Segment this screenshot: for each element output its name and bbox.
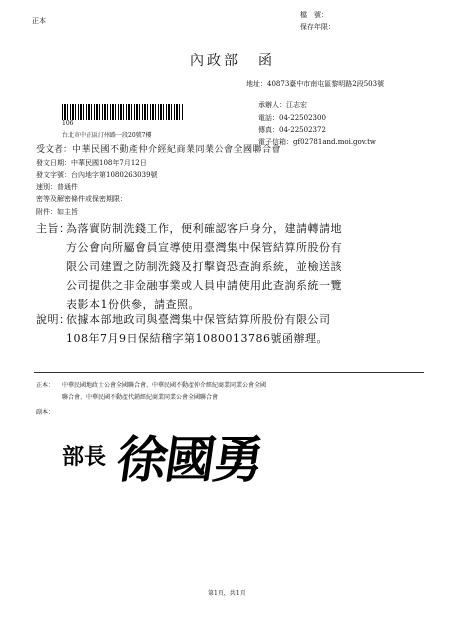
explanation-line: 108年7月9日保結稽字第1080013786號函辦理。 — [66, 332, 328, 345]
barcode-number: 106 — [62, 120, 74, 127]
explanation-label: 說明： — [36, 313, 71, 326]
meta-date: 發文日期：中華民國108年7月12日 — [36, 159, 147, 167]
signature-name: 徐國勇 — [113, 430, 266, 489]
subject-label: 主旨： — [36, 222, 71, 235]
subject-body — [66, 219, 342, 314]
signature-title: 部長 — [62, 444, 107, 470]
recipient-label: 受文者： — [36, 145, 73, 155]
original-recipients: 中華民國地政士公會全國聯合會、中華民國不動產仲介經紀商業同業公會全國 聯合會、中華民國不動產代銷經紀商業同業公會全國聯合會 — [62, 382, 267, 401]
preserve-label: 正本 — [32, 17, 46, 25]
page-number: 第1頁，共1頁 — [208, 590, 246, 597]
recipient-name: 中華民國不動產仲介經紀商業同業公會全國聯合會 — [72, 145, 282, 155]
retention-label: 保存年限： — [300, 23, 335, 31]
subject-line: 表影本1份供參，請查照。 — [66, 298, 200, 311]
recipient-row — [36, 142, 281, 155]
contact-email: 電子信箱：gf02781and.moi.gov.tw — [258, 138, 376, 146]
subject-line: 公司提供之非金融事業或人員申請使用此查詢系統一覽 — [66, 279, 342, 292]
agency-address: 地址：40873臺中市南屯區黎明路2段503號 — [246, 80, 385, 88]
meta-security: 密等及解密條件或保密期限： — [36, 195, 127, 203]
meta-doc-number: 發文字號：台內地字第1080263039號 — [36, 171, 158, 179]
contact-fax: 傳真：04-22502372 — [258, 126, 326, 134]
copy-recipients-label: 副本： — [36, 409, 55, 416]
subject-line: 方公會向所屬會員宣導使用臺灣集中保管結算所股份有 — [66, 241, 342, 254]
contact-phone: 電話：04-22502300 — [258, 114, 326, 122]
subject-line: 限公司建置之防制洗錢及打擊資恐查詢系統，並檢送該 — [66, 260, 342, 273]
subject-line: 為落實防制洗錢工作，便利確認客戶身分，建請轉請地 — [66, 222, 342, 235]
explanation-body — [66, 310, 331, 348]
file-number-label: 檔 號： — [300, 11, 328, 19]
document-title: 內政部 函 — [190, 53, 275, 69]
explanation-line: 依據本部地政司與臺灣集中保管結算所股份有限公司 — [66, 313, 331, 326]
meta-attachment: 附件：如主旨 — [36, 208, 78, 216]
meta-speed: 速別：普通件 — [36, 183, 78, 191]
divider — [34, 372, 424, 373]
barcode — [62, 104, 184, 120]
contact-person: 承辦人：江志宏 — [258, 101, 307, 109]
recipient-address: 台北市中正區汀州路一段20號7樓 — [62, 132, 152, 139]
original-recipients-label: 正本： — [36, 382, 55, 389]
